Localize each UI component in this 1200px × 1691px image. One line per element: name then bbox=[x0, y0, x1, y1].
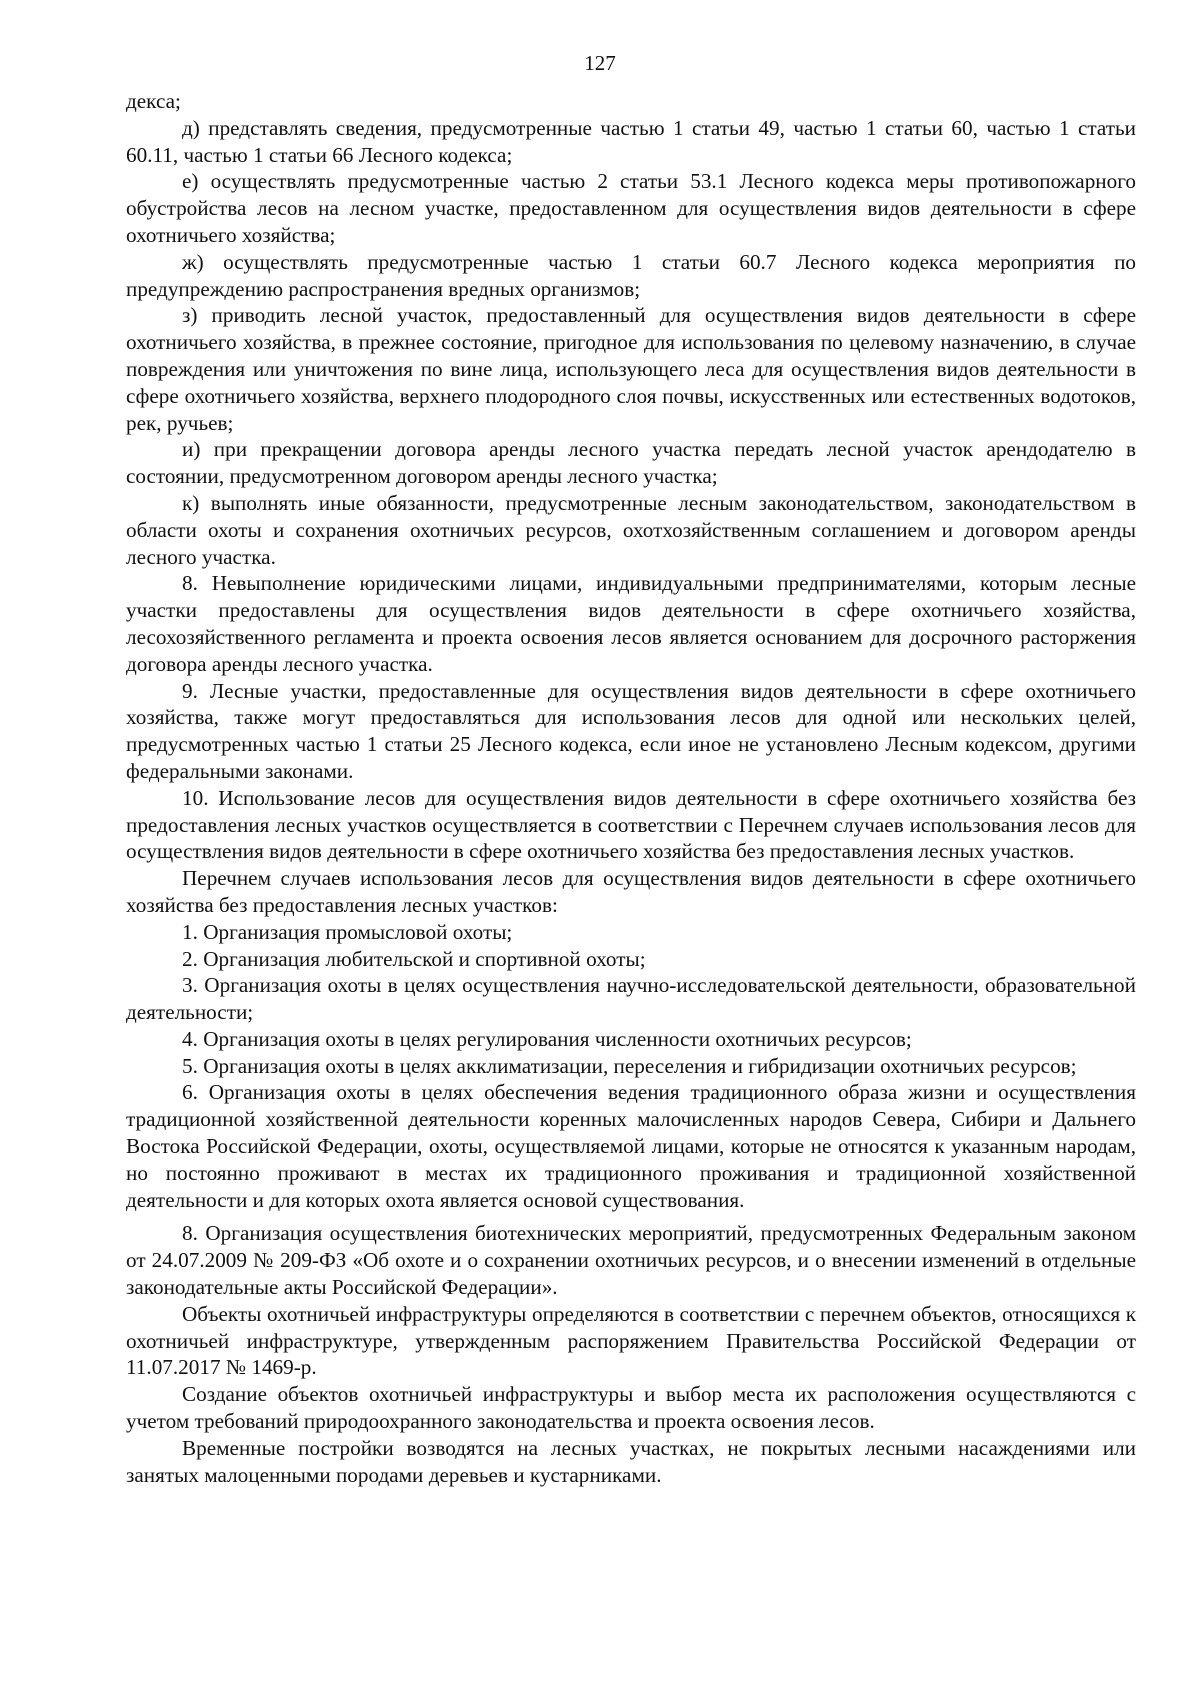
page-number: 127 bbox=[584, 51, 616, 75]
paragraph: Временные постройки возводятся на лесных участках, не покрытых лесными насаждениями или занятых малоценными породами деревьев и кустарниками. bbox=[126, 1435, 1136, 1487]
list-item: 2. Организация любительской и спортивной охоты; bbox=[182, 946, 646, 971]
paragraph: Перечнем случаев использования лесов для осуществления видов деятельности в сфере охотничьего хозяйства без предоставления лесных участков: bbox=[126, 866, 1136, 917]
paragraph: и) при прекращении договора аренды лесного участка передать лесной участок арендодателю в состоянии, предусмотренном договором аренды лесного участка; bbox=[126, 437, 1136, 489]
paragraph: ж) осуществлять предусмотренные частью 1 статьи 60.7 Лесного кодекса мероприятия по предупреждению распространения вредных организмов; bbox=[126, 249, 1136, 301]
paragraph: з) приводить лесной участок, предоставленный для осуществления видов деятельности в сфере охотничьего хозяйства, в прежнее состояние, пригодное для использования по целевому назначению, в случае повреждения или уничтожения по вине лица, использующего леса для осуществления видов деятельности в сфере охотничьего хозяйства, верхнего плодородного слоя почвы, искусственных или естественных водотоков, рек, ручьев; bbox=[126, 303, 1136, 435]
list-item: 8. Организация осуществления биотехнических мероприятий, предусмотренных Федеральным законом от 24.07.2009 № 209-ФЗ «Об охоте и о сохранении охотничьих ресурсов, и о внесении изменений в отдельные законодательные акты Российской Федерации». bbox=[126, 1221, 1136, 1300]
list-item: 5. Организация охоты в целях акклиматизации, переселения и гибридизации охотничьих ресурсов; bbox=[182, 1053, 1077, 1078]
paragraph: к) выполнять иные обязанности, предусмотренные лесным законодательством, законодательством в области охоты и сохранения охотничьих ресурсов, охотхозяйственным соглашением и договором аренды лесного участка. bbox=[126, 490, 1136, 569]
paragraph: 10. Использование лесов для осуществления видов деятельности в сфере охотничьего хозяйства без предоставления лесных участков осуществляется в соответствии с Перечнем случаев использования лесов для осуществления видов деятельности в сфере охотничьего хозяйства без предоставления лесных участков. bbox=[126, 785, 1136, 864]
paragraph: 8. Невыполнение юридическими лицами, индивидуальными предпринимателями, которым лесные участки предоставлены для осуществления видов деятельности в сфере охотничьего хозяйства, лесохозяйственного регламента и проекта освоения лесов является основанием для досрочного расторжения договора аренды лесного участка. bbox=[126, 571, 1136, 676]
paragraph: 9. Лесные участки, предоставленные для осуществления видов деятельности в сфере охотничьего хозяйства, также могут предоставляться для использования лесов для одной или нескольких целей, предусмотренных частью 1 статьи 25 Лесного кодекса, если иное не установлено Лесным кодексом, другими федеральными законами. bbox=[126, 678, 1136, 783]
paragraph: Создание объектов охотничьей инфраструктуры и выбор места их расположения осуществляются с учетом требований природоохранного законодательства и проекта освоения лесов. bbox=[126, 1382, 1136, 1434]
list-item: 1. Организация промысловой охоты; bbox=[182, 919, 513, 944]
paragraph: декса; bbox=[126, 89, 181, 113]
paragraph: Объекты охотничьей инфраструктуры определяются в соответствии с перечнем объектов, относящихся к охотничьей инфраструктуре, утвержденным распоряжением Правительства Российской Федерации от 11.07.2017 № 1469-р. bbox=[126, 1301, 1136, 1380]
list-item: 6. Организация охоты в целях обеспечения ведения традиционного образа жизни и осуществления традиционной хозяйственной деятельности коренных малочисленных народов Севера, Сибири и Дальнего Востока Российской Федерации, охоты, осуществляемой лицами, которые не относятся к указанным народам, но постоянно проживают в местах их традиционного проживания и традиционной хозяйственной деятельности и для которых охота является основой существования. bbox=[126, 1080, 1136, 1212]
list-item: 3. Организация охоты в целях осуществления научно-исследовательской деятельности, образовательной деятельности; bbox=[126, 973, 1136, 1025]
paragraph: е) осуществлять предусмотренные частью 2 статьи 53.1 Лесного кодекса меры противопожарного обустройства лесов на лесном участке, предоставленном для осуществления видов деятельности в сфере охотничьего хозяйства; bbox=[126, 169, 1136, 247]
document-body bbox=[126, 88, 1136, 1488]
paragraph: д) представлять сведения, предусмотренные частью 1 статьи 49, частью 1 статьи 60, частью 1 статьи 60.11, частью 1 статьи 66 Лесного кодекса; bbox=[126, 115, 1136, 167]
list-item: 4. Организация охоты в целях регулирования численности охотничьих ресурсов; bbox=[182, 1026, 912, 1051]
